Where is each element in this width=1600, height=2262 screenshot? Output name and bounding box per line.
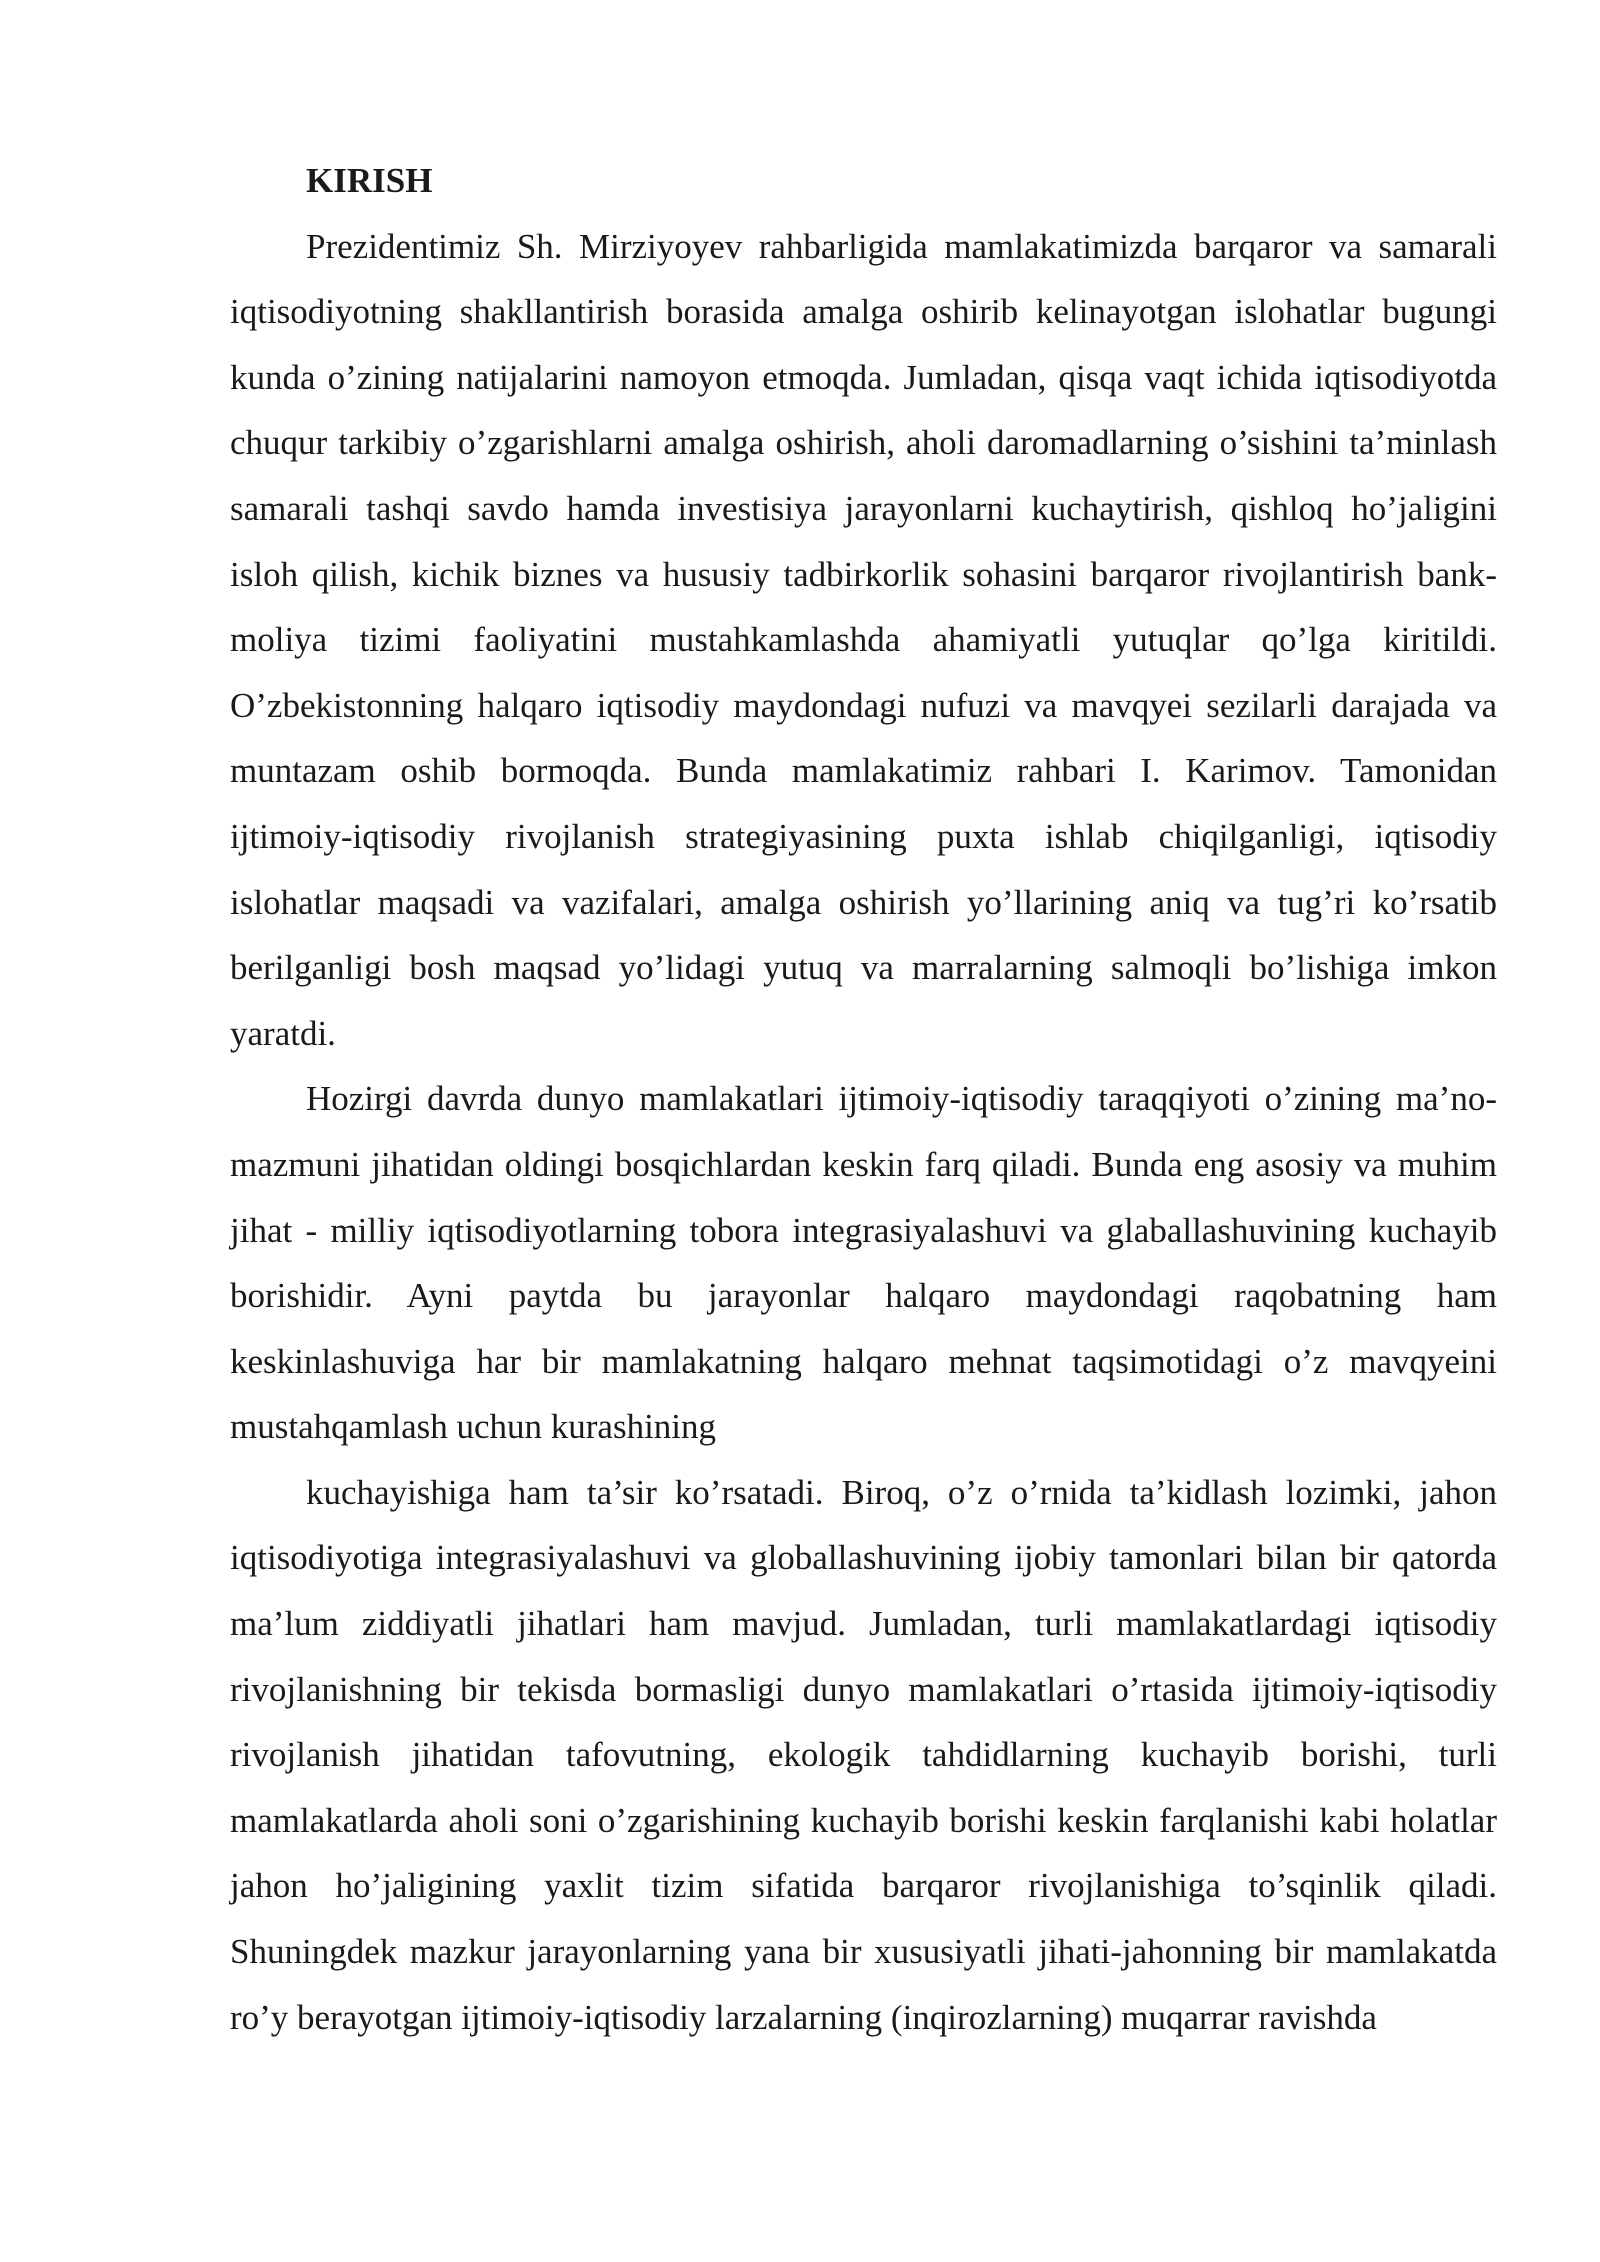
section-heading: KIRISH (306, 161, 433, 200)
document-body (230, 148, 1497, 2050)
paragraph-1: Prezidentimiz Sh. Mirziyoyev rahbarligida mamlakatimizda barqaror va samarali iqtisodiyotning shakllantirish borasida amalga oshirib kelinayotgan islohatlar bugungi kunda o’zining natijalarini namoyon etmoqda. Jumladan, qisqa vaqt ichida iqtisodiyotda chuqur tarkibiy o’zgarishlarni amalga oshirish, aholi daromadlarning o’sishini ta’minlash samarali tashqi savdo hamda investisiya jarayonlarni kuchaytirish, qishloq ho’jaligini isloh qilish, kichik biznes va hususiy tadbirkorlik sohasini barqaror rivojlantirish bank-moliya tizimi faoliyatini mustahkamlashda ahamiyatli yutuqlar qo’lga kiritildi. O’zbekistonning halqaro iqtisodiy maydondagi nufuzi va mavqyei sezilarli darajada va muntazam oshib bormoqda. Bunda mamlakatimiz rahbari I. Karimov. Tamonidan ijtimoiy-iqtisodiy rivojlanish strategiyasining puxta ishlab chiqilganligi, iqtisodiy islohatlar maqsadi va vazifalari, amalga oshirish yo’llarining aniq va tug’ri ko’rsatib berilganligi bosh maqsad yo’lidagi yutuq va marralarning salmoqli bo’lishiga imkon yaratdi. (230, 226, 1497, 1053)
paragraph-3: kuchayishiga ham ta’sir ko’rsatadi. Biroq, o’z o’rnida ta’kidlash lozimki, jahon iqtisodiyotiga integrasiyalashuvi va globallashuvining ijobiy tamonlari bilan bir qatorda ma’lum ziddiyatli jihatlari ham mavjud. Jumladan, turli mamlakatlardagi iqtisodiy rivojlanishning bir tekisda bormasligi dunyo mamlakatlari o’rtasida ijtimoiy-iqtisodiy rivojlanish jihatidan tafovutning, ekologik tahdidlarning kuchayib borishi, turli mamlakatlarda aholi soni o’zgarishining kuchayib borishi keskin farqlanishi kabi holatlar jahon ho’jaligining yaxlit tizim sifatida barqaror rivojlanishiga to’sqinlik qiladi. Shuningdek mazkur jarayonlarning yana bir xususiyatli jihati-jahonning bir mamlakatda ro’y berayotgan ijtimoiy-iqtisodiy larzalarning (inqirozlarning) muqarrar ravishda (230, 1472, 1497, 2037)
paragraph-2: Hozirgi davrda dunyo mamlakatlari ijtimoiy-iqtisodiy taraqqiyoti o’zining ma’no-mazmuni jihatidan oldingi bosqichlardan keskin farq qiladi. Bunda eng asosiy va muhim jihat - milliy iqtisodiyotlarning tobora integrasiyalashuvi va glaballashuvining kuchayib borishidir. Ayni paytda bu jarayonlar halqaro maydondagi raqobatning ham keskinlashuviga har bir mamlakatning halqaro mehnat taqsimotidagi o’z mavqyeini mustahqamlash uchun kurashining (230, 1079, 1497, 1447)
